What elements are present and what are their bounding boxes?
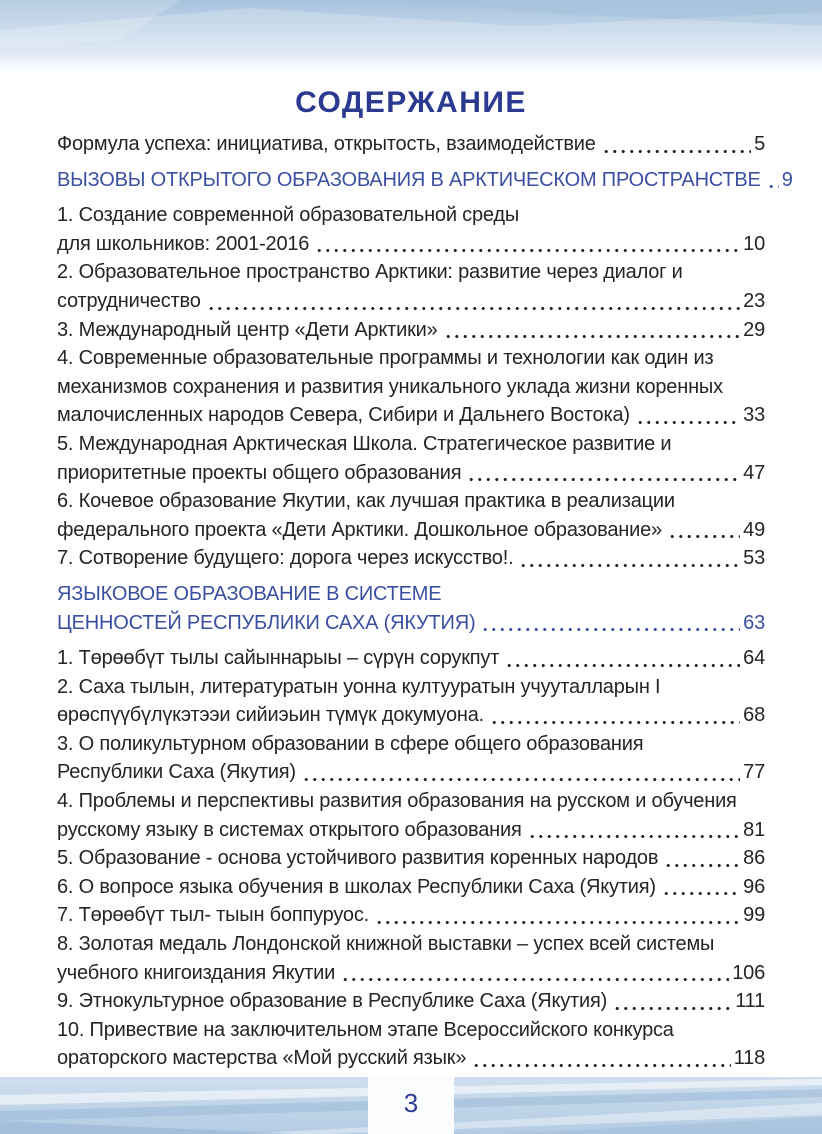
- toc-entry: [57, 1016, 765, 1073]
- toc-entry-line: [57, 816, 765, 845]
- toc-entry: [57, 344, 765, 430]
- toc-entry: [57, 201, 765, 258]
- dotted-leader: [664, 863, 740, 868]
- toc-entry-text: ораторского мастерства «Мой русский язык»: [57, 1047, 467, 1070]
- dotted-leader: [636, 420, 740, 425]
- toc-entry: [57, 787, 765, 844]
- toc-entry-line: [57, 609, 765, 638]
- dotted-leader: [528, 834, 741, 839]
- toc-entry-line: [57, 201, 765, 230]
- header-fade: [0, 58, 822, 74]
- toc-entry: [57, 644, 765, 673]
- page-ref: 64: [743, 647, 765, 670]
- toc-entry-text: 3. О поликультурном образовании в сфере общего образования: [57, 732, 644, 755]
- page-ref: 63: [743, 611, 765, 634]
- toc-entry-text: для школьников: 2001-2016: [57, 232, 310, 255]
- page-ref: 33: [743, 404, 765, 427]
- toc-entry-line: [57, 701, 765, 730]
- toc-entry-line: [57, 580, 765, 609]
- toc-entry-text: учебного книгоиздания Якутии: [57, 961, 336, 984]
- page-ref: 86: [743, 847, 765, 870]
- toc-entry-line: [57, 930, 765, 959]
- toc-entry-line: [57, 287, 765, 316]
- toc-entry: [57, 130, 765, 159]
- dotted-leader: [375, 920, 740, 925]
- page-title: СОДЕРЖАНИЕ: [295, 86, 527, 119]
- toc-entry-line: [57, 844, 765, 873]
- page-ref: 111: [735, 990, 765, 1013]
- toc-section-heading: [57, 166, 793, 195]
- toc-entry-line: [57, 730, 765, 759]
- toc-entry: [57, 258, 765, 315]
- toc-entry-line: [57, 516, 765, 545]
- toc-entry-text: 4. Современные образовательные программы и технологии как один из: [57, 347, 714, 370]
- toc-entry-text: 7. Сотворение будущего: дорога через искусство!.: [57, 547, 514, 570]
- toc-entry: [57, 673, 765, 730]
- toc-entry-text: өрөспүүбүлүкэтээи сийиэьин түмүк докумуона.: [57, 704, 485, 727]
- dotted-leader: [662, 891, 740, 896]
- toc-entry: [57, 930, 765, 987]
- toc-entry-text: ЦЕННОСТЕЙ РЕСПУБЛИКИ САХА (ЯКУТИЯ): [57, 611, 476, 634]
- page-ref: 23: [743, 289, 765, 312]
- toc-entry-text: 10. Привествие на заключительном этапе Всероссийского конкурса: [57, 1018, 674, 1041]
- dotted-leader: [315, 248, 740, 253]
- dotted-leader: [472, 1063, 730, 1068]
- toc-entry-text: 1. Создание современной образовательной среды: [57, 204, 520, 227]
- toc-entry-text: 6. Кочевое образование Якутии, как лучшая практика в реализации: [57, 490, 675, 513]
- toc-entry-line: [57, 1044, 765, 1073]
- page-ref: 29: [743, 318, 765, 341]
- toc-entry-text: 2. Саха тылын, литературатын уонна култууратын учууталларын I: [57, 675, 661, 698]
- toc-entry-text: 2. Образовательное пространство Арктики: развитие через диалог и: [57, 261, 683, 284]
- toc-entry: [57, 873, 765, 902]
- toc-entry-line: [57, 166, 793, 195]
- page-ref: 49: [743, 518, 765, 541]
- dotted-leader: [302, 777, 740, 782]
- toc-entry: [57, 544, 765, 573]
- toc-entry-text: приоритетные проекты общего образования: [57, 461, 462, 484]
- toc-entry-line: [57, 959, 765, 988]
- toc-entry-text: 6. О вопросе языка обучения в школах Республики Саха (Якутия): [57, 875, 656, 898]
- dotted-leader: [481, 627, 740, 632]
- dotted-leader: [444, 334, 741, 339]
- toc-section-heading: [57, 580, 765, 637]
- toc-entry-line: [57, 344, 765, 373]
- page-ref: 53: [743, 547, 765, 570]
- header-sky-image: [0, 0, 822, 58]
- toc-entry-text: механизмов сохранения и развития уникального уклада жизни коренных: [57, 375, 723, 398]
- toc-entry-text: 8. Золотая медаль Лондонской книжной выставки – успех всей системы: [57, 933, 715, 956]
- toc-entry: [57, 487, 765, 544]
- page-ref: 9: [781, 168, 793, 191]
- toc-entry-line: [57, 401, 765, 430]
- page-ref: 47: [743, 461, 765, 484]
- dotted-leader: [519, 563, 740, 568]
- toc-entry: [57, 844, 765, 873]
- toc-entry-text: 1. Төрөөбүт тылы сайыннарыы – сүрүн сорукпут: [57, 647, 500, 670]
- dotted-leader: [767, 184, 779, 189]
- toc-entry-text: федерального проекта «Дети Арктики. Дошкольное образование»: [57, 518, 662, 541]
- toc-entry: [57, 901, 765, 930]
- toc-entry-text: 7. Төрөөбүт тыл- тыын боппуруос.: [57, 904, 369, 927]
- dotted-leader: [602, 149, 751, 154]
- toc-entry-line: [57, 758, 765, 787]
- page-ref: 99: [743, 904, 765, 927]
- toc-entry: [57, 316, 765, 345]
- page-ref: 96: [743, 875, 765, 898]
- toc-entry-text: 4. Проблемы и перспективы развития образования на русском и обучения: [57, 790, 737, 813]
- dotted-leader: [613, 1006, 732, 1011]
- toc-entry-line: [57, 430, 765, 459]
- toc-entry: [57, 730, 765, 787]
- toc-entry-line: [57, 987, 765, 1016]
- toc-entry-line: [57, 487, 765, 516]
- toc-entry-line: [57, 230, 765, 259]
- toc-entry-line: [57, 673, 765, 702]
- page-ref: 10: [743, 232, 765, 255]
- toc-entry-text: малочисленных народов Севера, Сибири и Дальнего Востока): [57, 404, 630, 427]
- toc-entry-line: [57, 644, 765, 673]
- toc-entry-line: [57, 1016, 765, 1045]
- toc-entry-text: 5. Международная Арктическая Школа. Стратегическое развитие и: [57, 432, 672, 455]
- page-ref: 77: [743, 761, 765, 784]
- page-ref: 106: [732, 961, 765, 984]
- toc-entry-line: [57, 544, 765, 573]
- toc-list: [57, 130, 793, 1073]
- toc-entry-line: [57, 459, 765, 488]
- page-ref: 68: [743, 704, 765, 727]
- page-ref: 118: [733, 1047, 765, 1070]
- toc-entry-text: Республики Саха (Якутия): [57, 761, 296, 784]
- toc-entry-line: [57, 130, 765, 159]
- toc-entry-text: ЯЗЫКОВОЕ ОБРАЗОВАНИЕ В СИСТЕМЕ: [57, 582, 442, 605]
- toc-entry-line: [57, 258, 765, 287]
- dotted-leader: [668, 534, 740, 539]
- toc-entry-text: 9. Этнокультурное образование в Республике Саха (Якутия): [57, 990, 608, 1013]
- dotted-leader: [207, 306, 741, 311]
- toc-entry-line: [57, 373, 765, 402]
- toc-entry-text: 3. Международный центр «Дети Арктики»: [57, 318, 438, 341]
- dotted-leader: [505, 663, 740, 668]
- page-number-box: [368, 1077, 454, 1134]
- page-ref: 5: [754, 133, 765, 155]
- toc-entry-text: русскому языку в системах открытого образования: [57, 818, 522, 841]
- page-ref: 81: [743, 818, 765, 841]
- toc-entry-text: сотрудничество: [57, 289, 201, 312]
- dotted-leader: [341, 977, 729, 982]
- toc-entry-text: 5. Образование - основа устойчивого развития коренных народов: [57, 847, 659, 870]
- toc-entry: [57, 987, 765, 1016]
- toc-entry-line: [57, 787, 765, 816]
- page-number: 3: [403, 1088, 419, 1118]
- toc-entry-line: [57, 873, 765, 902]
- dotted-leader: [490, 720, 740, 725]
- dotted-leader: [467, 477, 740, 482]
- toc-entry-text: Формула успеха: инициатива, открытость, взаимодействие: [57, 133, 596, 155]
- toc-content: [0, 74, 822, 1073]
- toc-entry-line: [57, 316, 765, 345]
- toc-entry: [57, 430, 765, 487]
- toc-entry-text: ВЫЗОВЫ ОТКРЫТОГО ОБРАЗОВАНИЯ В АРКТИЧЕСКОМ ПРОСТРАНСТВЕ: [57, 168, 761, 191]
- toc-entry-line: [57, 901, 765, 930]
